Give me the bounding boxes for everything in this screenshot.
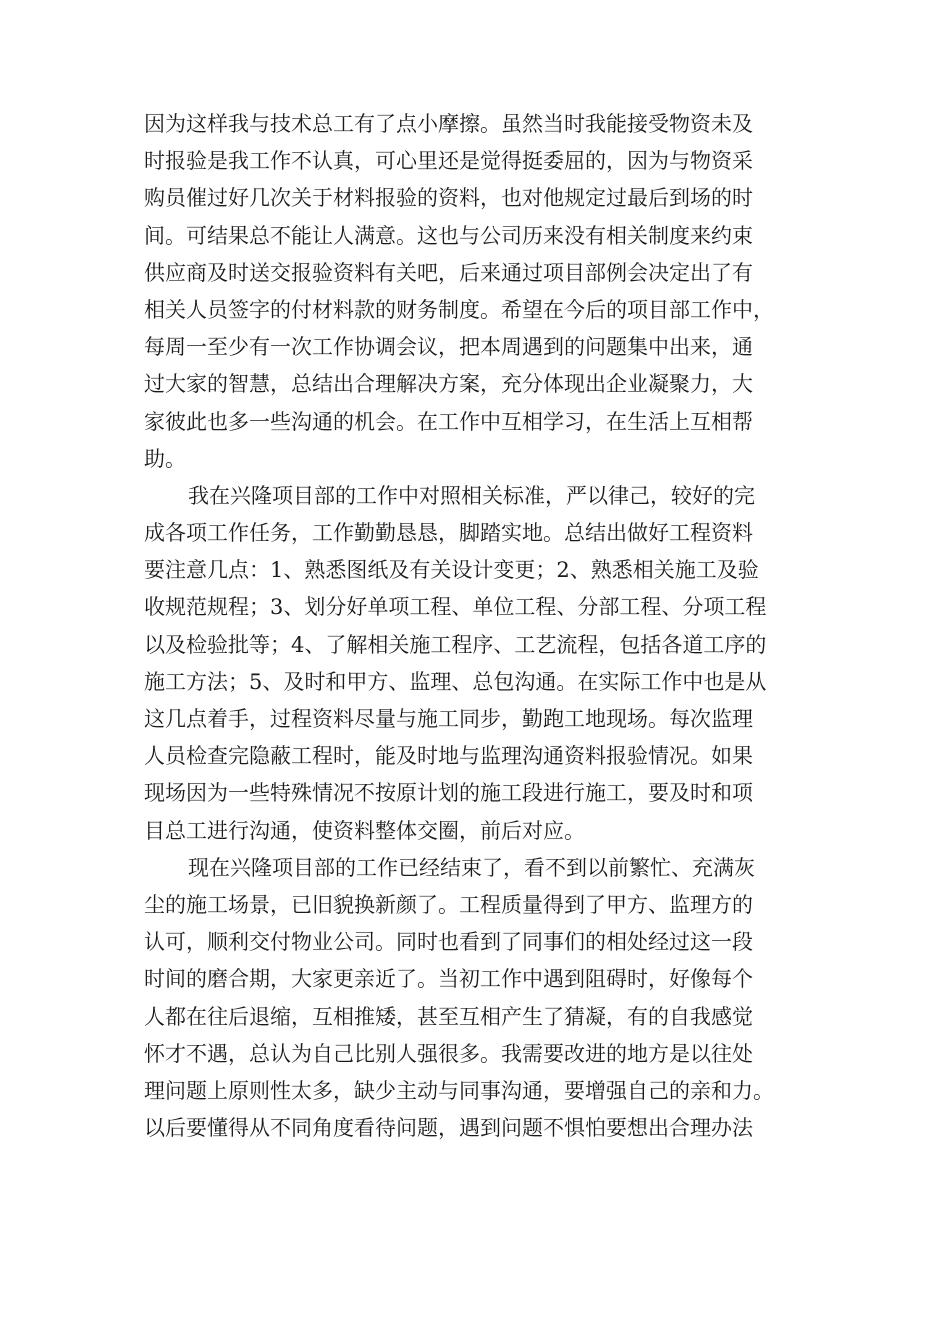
document-body bbox=[144, 106, 814, 1147]
text-line: 收规范规程；3、划分好单项工程、单位工程、分部工程、分项工程 bbox=[144, 595, 767, 620]
text-line: 这几点着手，过程资料尽量与施工同步，勤跑工地现场。每次监理 bbox=[144, 707, 753, 731]
text-line: 过大家的智慧，总结出合理解决方案，充分体现出企业凝聚力，大 bbox=[144, 372, 753, 397]
text-line: 购员催过好几次关于材料报验的资料，也对他规定过最后到场的时 bbox=[144, 186, 753, 211]
text-line: 理问题上原则性太多，缺少主动与同事沟通，要增强自己的亲和力。 bbox=[144, 1078, 774, 1103]
text-line: 间。可结果总不能让人满意。这也与公司历来没有相关制度来约束 bbox=[144, 223, 753, 248]
text-line: 现场因为一些特殊情况不按原计划的施工段进行施工，要及时和项 bbox=[144, 781, 753, 806]
text-line: 人员检查完隐蔽工程时，能及时地与监理沟通资料报验情况。如果 bbox=[144, 744, 753, 769]
text-line: 相关人员签字的付材料款的财务制度。希望在今后的项目部工作中， bbox=[144, 297, 774, 322]
text-line: 要注意几点：1、熟悉图纸及有关设计变更；2、熟悉相关施工及验 bbox=[144, 558, 759, 583]
text-line: 尘的施工场景，已旧貌换新颜了。工程质量得到了甲方、监理方的 bbox=[144, 892, 753, 917]
text-line: 因为这样我与技术总工有了点小摩擦。虽然当时我能接受物资未及 bbox=[144, 112, 753, 136]
text-line: 供应商及时送交报验资料有关吧，后来通过项目部例会决定出了有 bbox=[144, 260, 753, 285]
text-line: 人都在往后退缩，互相推矮，甚至互相产生了猜凝，有的自我感觉 bbox=[144, 1004, 753, 1029]
paragraph bbox=[144, 478, 814, 850]
paragraph bbox=[144, 850, 814, 1148]
text-line: 怀才不遇，总认为自己比别人强很多。我需要改进的地方是以往处 bbox=[144, 1041, 753, 1066]
text-line: 时间的磨合期，大家更亲近了。当初工作中遇到阻碍时，好像每个 bbox=[144, 967, 753, 992]
text-line: 每周一至少有一次工作协调会议，把本周遇到的问题集中出来，通 bbox=[144, 335, 753, 360]
text-line: 成各项工作任务，工作勤勤恳恳，脚踏实地。总结出做好工程资料 bbox=[144, 521, 753, 546]
text-line: 以后要懂得从不同角度看待问题，遇到问题不惧怕要想出合理办法 bbox=[144, 1116, 753, 1141]
text-line: 我在兴隆项目部的工作中对照相关标准，严以律己，较好的完 bbox=[188, 483, 755, 508]
text-line: 认可，顺利交付物业公司。同时也看到了同事们的相处经过这一段 bbox=[144, 930, 753, 955]
text-line: 施工方法；5、及时和甲方、监理、总包沟通。在实际工作中也是从 bbox=[144, 669, 767, 694]
text-line: 现在兴隆项目部的工作已经结束了，看不到以前繁忙、充满灰 bbox=[188, 855, 755, 880]
text-line: 助。 bbox=[144, 446, 186, 471]
text-line: 家彼此也多一些沟通的机会。在工作中互相学习，在生活上互相帮 bbox=[144, 409, 753, 434]
text-line: 时报验是我工作不认真，可心里还是觉得挺委屈的，因为与物资采 bbox=[144, 149, 753, 174]
text-line: 目总工进行沟通，使资料整体交圈，前后对应。 bbox=[144, 818, 585, 843]
paragraph bbox=[144, 106, 814, 478]
text-line: 以及检验批等；4、了解相关施工程序、工艺流程，包括各道工序的 bbox=[144, 632, 767, 657]
